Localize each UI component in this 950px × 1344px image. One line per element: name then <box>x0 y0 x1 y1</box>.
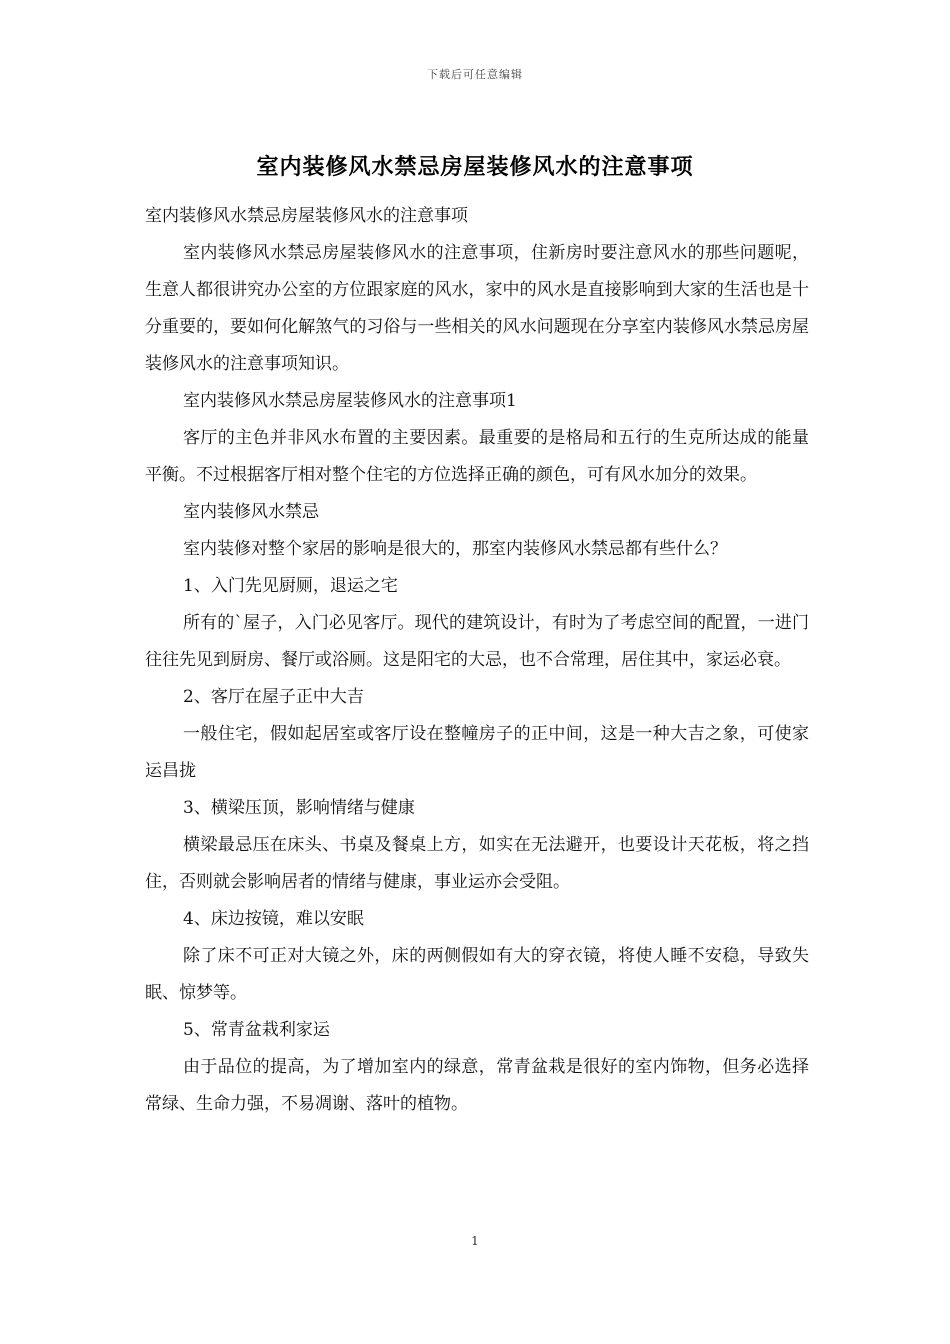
page-number: 1 <box>471 1234 479 1248</box>
body-paragraph: 所有的`屋子，入门必见客厅。现代的建筑设计，有时为了考虑空间的配置，一进门往往先见到厨房、餐厅或浴厕。这是阳宅的大忌，也不合常理，居住其中，家运必衰。 <box>145 613 809 670</box>
list-item-heading: 1、入门先见厨厕，退运之宅 <box>183 576 398 596</box>
body-paragraph: 室内装修对整个家居的影响是很大的，那室内装修风水禁忌都有些什么？ <box>183 539 727 559</box>
section-heading: 室内装修风水禁忌房屋装修风水的注意事项1 <box>183 391 517 411</box>
document-title: 室内装修风水禁忌房屋装修风水的注意事项 <box>256 154 694 180</box>
intro-paragraph: 室内装修风水禁忌房屋装修风水的注意事项，住新房时要注意风水的那些问题呢，生意人都很讲究办公室的方位跟家庭的风水，家中的风水是直接影响到大家的生活也是十分重要的，要如何化解煞气的习俗与一些相关的风水问题现在分享室内装修风水禁忌房屋装修风水的注意事项知识。 <box>145 243 809 374</box>
section-heading: 室内装修风水禁忌 <box>183 502 319 522</box>
header-note: 下载后可任意编辑 <box>427 68 523 81</box>
list-item-heading: 4、床边按镜，难以安眠 <box>183 909 364 929</box>
document-body <box>145 198 809 1123</box>
body-paragraph: 由于品位的提高，为了增加室内的绿意，常青盆栽是很好的室内饰物，但务必选择常绿、生命力强，不易凋谢、落叶的植物。 <box>145 1057 809 1114</box>
body-paragraph: 客厅的主色并非风水布置的主要因素。最重要的是格局和五行的生克所达成的能量平衡。不过根据客厅相对整个住宅的方位选择正确的颜色，可有风水加分的效果。 <box>145 428 809 485</box>
list-item-heading: 5、常青盆栽利家运 <box>183 1020 330 1040</box>
list-item-heading: 2、客厅在屋子正中大吉 <box>183 687 364 707</box>
subtitle-paragraph: 室内装修风水禁忌房屋装修风水的注意事项 <box>145 206 468 226</box>
body-paragraph: 一般住宅，假如起居室或客厅设在整幢房子的正中间，这是一种大吉之象，可使家运昌拢 <box>145 724 809 781</box>
body-paragraph: 除了床不可正对大镜之外，床的两侧假如有大的穿衣镜，将使人睡不安稳，导致失眠、惊梦等。 <box>145 946 809 1003</box>
list-item-heading: 3、横梁压顶，影响情绪与健康 <box>183 798 415 818</box>
body-paragraph: 横梁最忌压在床头、书桌及餐桌上方，如实在无法避开，也要设计天花板，将之挡住，否则就会影响居者的情绪与健康，事业运亦会受阻。 <box>145 835 809 892</box>
